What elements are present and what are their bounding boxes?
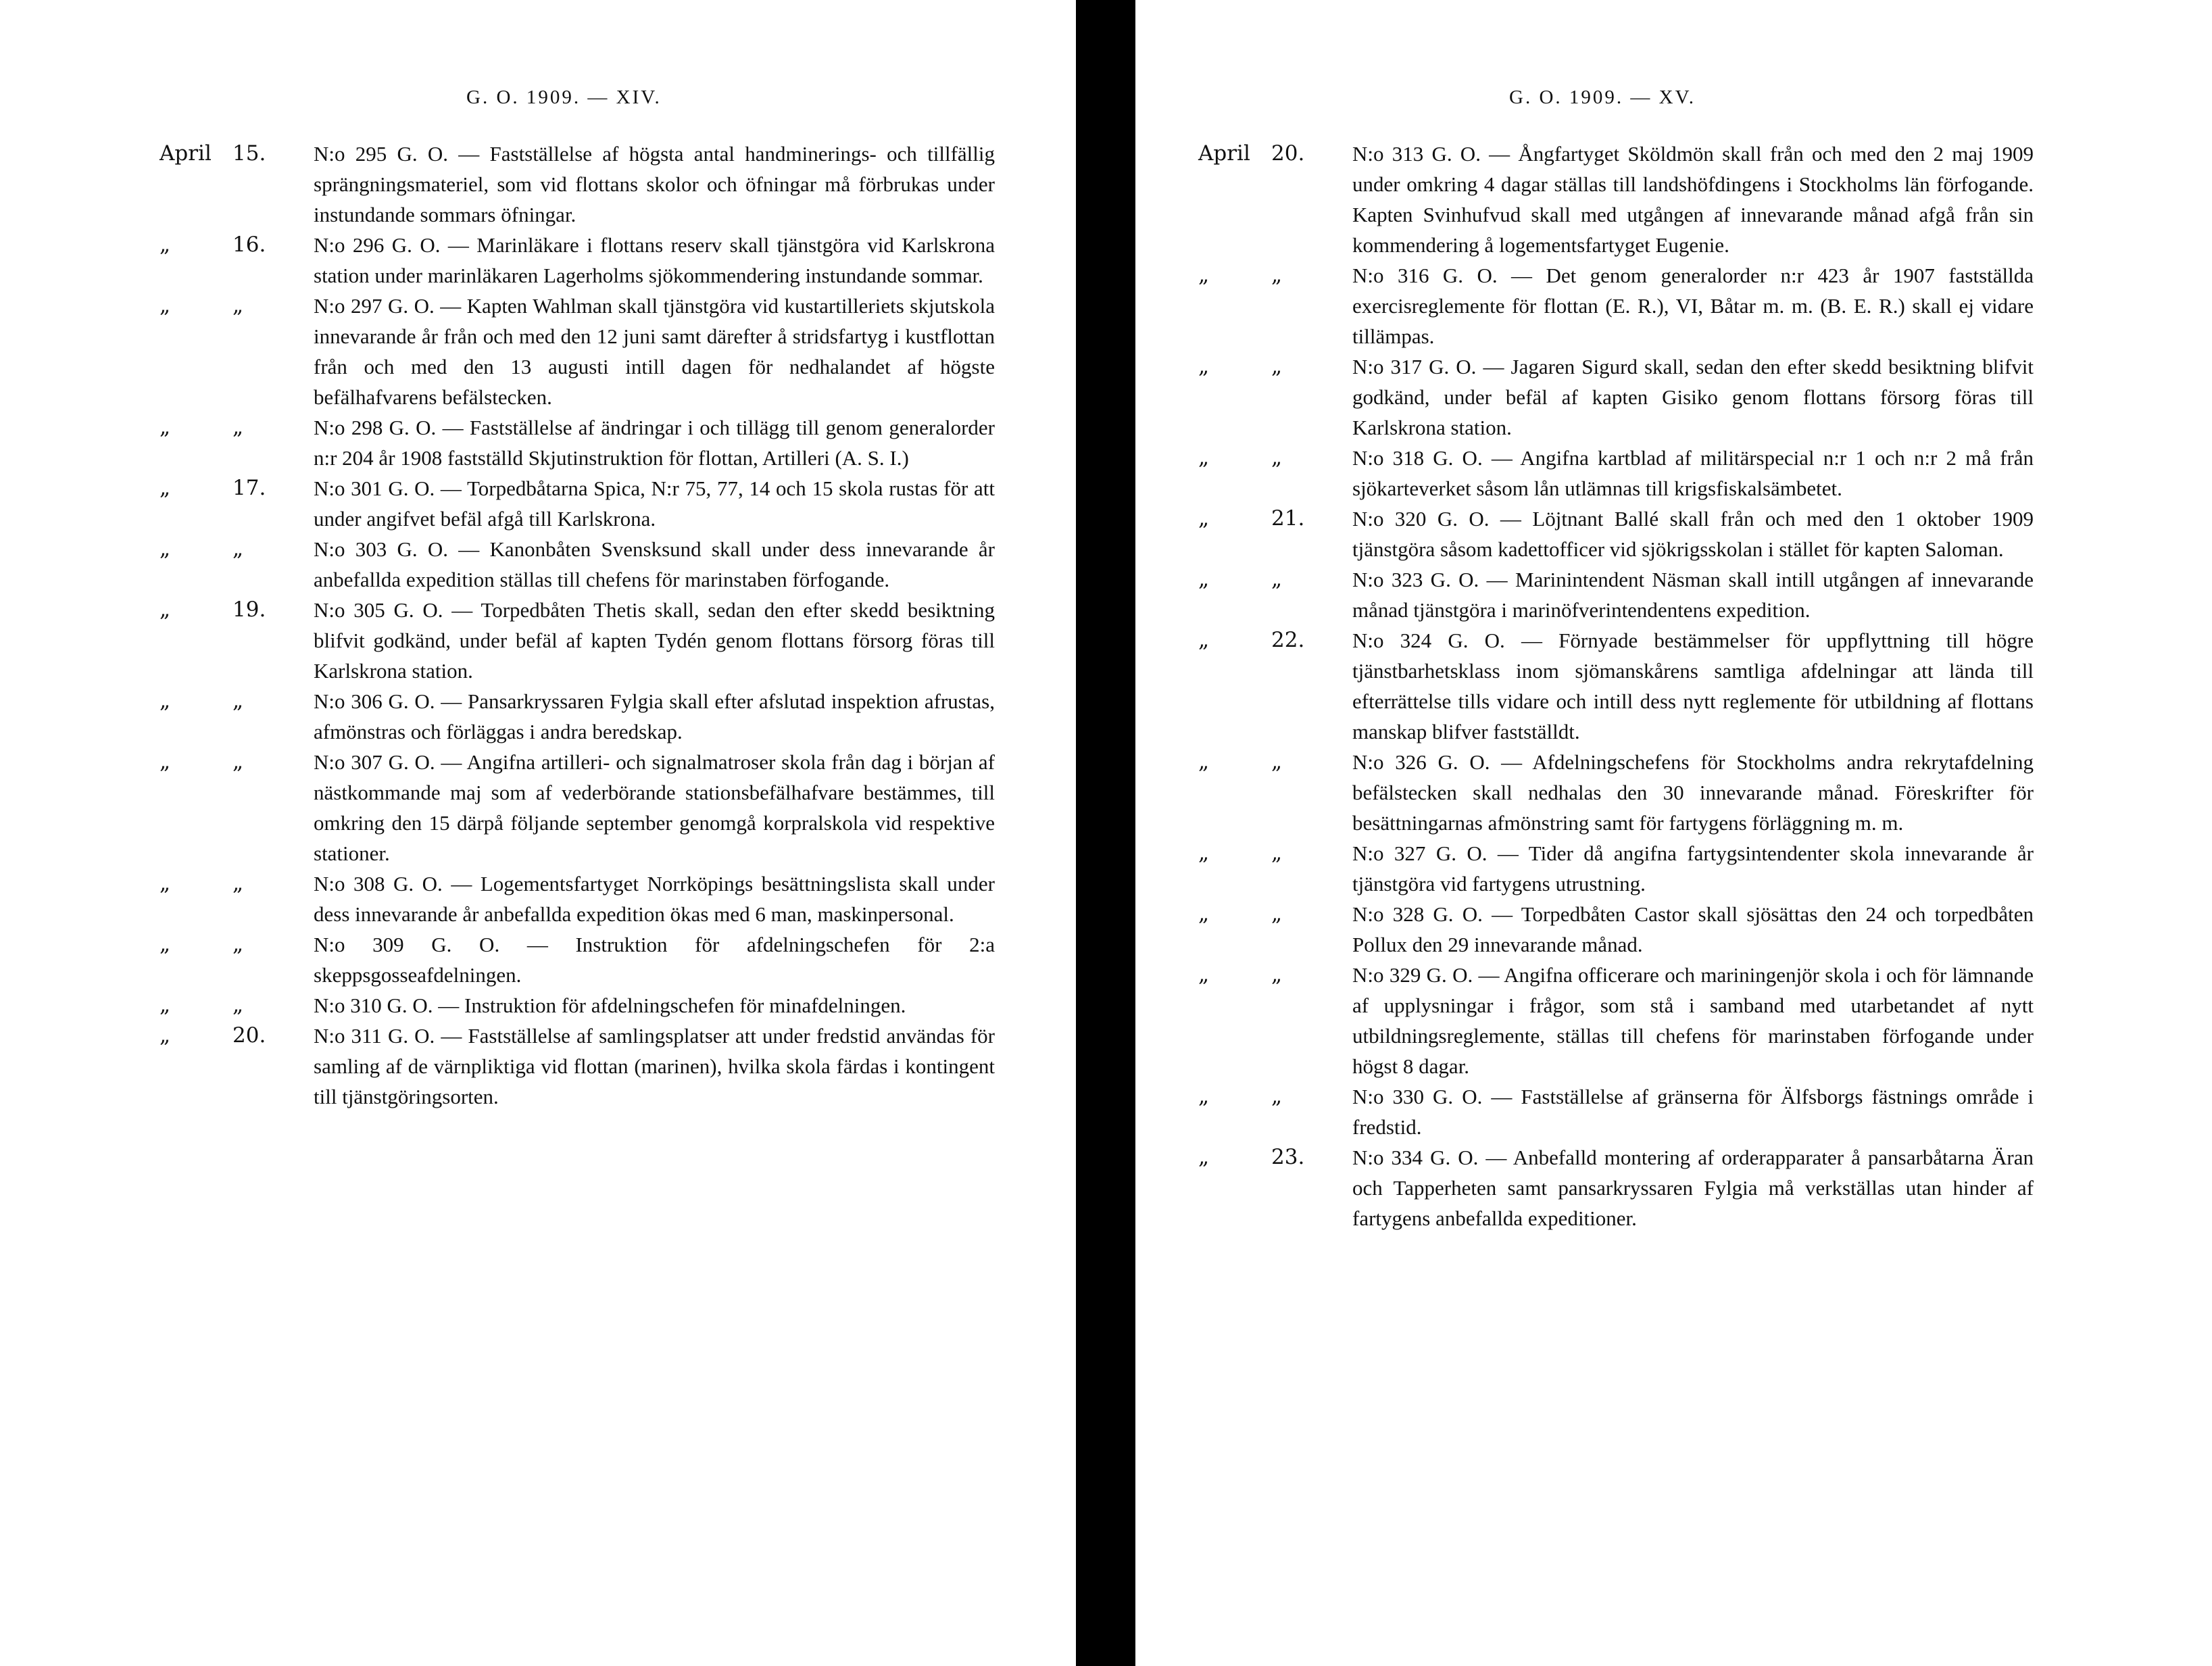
right-entry-list bbox=[1198, 139, 2036, 1233]
entry bbox=[159, 412, 998, 473]
entry bbox=[159, 291, 998, 412]
entry-day: „ bbox=[1271, 263, 1283, 287]
entry-text: N:o 317 G. O. — Jagaren Sigurd skall, sedan den efter skedd besiktning blifvit godkänd, under befäl af kapten Gisiko genom flottans försorg föras till Karlskrona station. bbox=[1352, 355, 2034, 439]
entry bbox=[1198, 504, 2036, 564]
entry-day: 22. bbox=[1271, 628, 1305, 652]
entry-text: N:o 313 G. O. — Ångfartyget Sköldmön skall från och med den 2 maj 1909 under omkring 4 dagar ställas till landshöfdingens i Stockholms län förfogande. Kapten Svinhufvud skall med utgången af innevarande månad afgå från sin kommendering å logementsfartyget Eugenie. bbox=[1352, 142, 2034, 257]
entry-day: „ bbox=[1271, 962, 1283, 987]
entry-month: „ bbox=[1198, 1145, 1210, 1169]
scan-speck bbox=[177, 65, 181, 69]
entry-text: N:o 303 G. O. — Kanonbåten Svensksund skall under dess innevarande år anbefallda expedition ställas till chefens för marinstaben förfogande. bbox=[314, 537, 995, 591]
entry-month: „ bbox=[1198, 902, 1210, 926]
entry-month: „ bbox=[1198, 567, 1210, 591]
entry-month: „ bbox=[159, 689, 171, 713]
entry bbox=[159, 686, 998, 747]
entry-text: N:o 311 G. O. — Fastställelse af samlingsplatser att under fredstid användas för samling af de värnpliktiga vid flottan (marinen), hvilka skola färdas i kontingent till tjänstgöringsorten. bbox=[314, 1024, 995, 1108]
entry-text: N:o 327 G. O. — Tider då angifna fartygsintendenter skola innevarande år tjänstgöra vid fartygens utrustning. bbox=[1352, 841, 2034, 896]
entry-day: „ bbox=[1271, 902, 1283, 926]
entry-day: 21. bbox=[1271, 506, 1305, 531]
entry bbox=[159, 139, 998, 230]
entry-month: „ bbox=[1198, 628, 1210, 652]
entry bbox=[159, 534, 998, 595]
left-entry-list bbox=[159, 139, 998, 1112]
entry bbox=[159, 990, 998, 1021]
entry-text: N:o 329 G. O. — Angifna officerare och mariningenjör skola i och för lämnande af upplysningar i frågor, som stå i samband med utarbetandet af nytt utbildningsreglemente, ställas till chefens för marinstaben förfogande under högst 8 dagar. bbox=[1352, 963, 2034, 1078]
scan-speck bbox=[2165, 16, 2171, 22]
entry-text: N:o 309 G. O. — Instruktion för afdelningschefen för 2:a skeppsgosseafdelningen. bbox=[314, 933, 995, 987]
entry bbox=[1198, 139, 2036, 260]
entry bbox=[159, 929, 998, 990]
entry-text: N:o 328 G. O. — Torpedbåten Castor skall sjösättas den 24 och torpedbåten Pollux den 29 innevarande månad. bbox=[1352, 902, 2034, 956]
entry-month: „ bbox=[159, 293, 171, 318]
entry bbox=[1198, 625, 2036, 747]
entry-day: „ bbox=[1271, 567, 1283, 591]
entry bbox=[1198, 899, 2036, 960]
entry bbox=[1198, 351, 2036, 443]
entry-day: 20. bbox=[232, 1023, 266, 1048]
right-page-header: G. O. 1909. — XV. bbox=[1509, 87, 1696, 108]
entry-day: 19. bbox=[232, 597, 266, 622]
entry bbox=[159, 595, 998, 686]
entry-day: „ bbox=[1271, 750, 1283, 774]
entry bbox=[159, 473, 998, 534]
entry-month: „ bbox=[159, 1023, 171, 1048]
entry-text: N:o 318 G. O. — Angifna kartblad af militärspecial n:r 1 och n:r 2 må från sjökarteverket såsom lån utlämnas till krigsfiskalsämbetet. bbox=[1352, 446, 2034, 500]
entry-text: N:o 301 G. O. — Torpedbåtarna Spica, N:r 75, 77, 14 och 15 skola rustas för att under angifvet befäl afgå till Karlskrona. bbox=[314, 476, 995, 531]
entry-month: „ bbox=[1198, 1084, 1210, 1108]
entry-text: N:o 305 G. O. — Torpedbåten Thetis skall, sedan den efter skedd besiktning blifvit godkänd, under befäl af kapten Tydén genom flottans försorg föras till Karlskrona station. bbox=[314, 598, 995, 683]
entry bbox=[1198, 564, 2036, 625]
entry bbox=[159, 1021, 998, 1112]
right-page bbox=[1135, 0, 2212, 1666]
entry-month: „ bbox=[1198, 445, 1210, 470]
entry-month: „ bbox=[159, 415, 171, 439]
entry-month: „ bbox=[1198, 962, 1210, 987]
entry bbox=[1198, 443, 2036, 504]
entry-month: „ bbox=[1198, 841, 1210, 865]
entry-day: „ bbox=[232, 293, 244, 318]
entry-text: N:o 323 G. O. — Marinintendent Näsman skall intill utgången af innevarande månad tjänstgöra i marinöfverintendentens expedition. bbox=[1352, 568, 2034, 622]
entry-day: „ bbox=[1271, 841, 1283, 865]
entry-text: N:o 298 G. O. — Fastställelse af ändringar i och tillägg till genom generalorder n:r 204 år 1908 fastställd Skjutinstruktion för flottan, Artilleri (A. S. I.) bbox=[314, 416, 995, 470]
entry-text: N:o 316 G. O. — Det genom generalorder n:r 423 år 1907 fastställda exercisreglemente för flottan (E. R.), VI, Båtar m. m. (B. E. R.) skall ej vidare tillämpas. bbox=[1352, 264, 2034, 348]
entry-text: N:o 320 G. O. — Löjtnant Ballé skall från och med den 1 oktober 1909 tjänstgöra såsom kadettofficer vid sjökrigsskolan i stället för kapten Saloman. bbox=[1352, 507, 2034, 561]
entry-day: „ bbox=[1271, 1084, 1283, 1108]
entry bbox=[1198, 960, 2036, 1081]
entry-month: April bbox=[1198, 141, 1250, 166]
entry-month: „ bbox=[159, 537, 171, 561]
entry-month: April bbox=[159, 141, 212, 166]
entry-day: „ bbox=[232, 689, 244, 713]
entry-day: „ bbox=[232, 537, 244, 561]
entry-day: 17. bbox=[232, 476, 266, 500]
entry-month: „ bbox=[1198, 354, 1210, 378]
entry-day: „ bbox=[1271, 354, 1283, 378]
entry bbox=[1198, 838, 2036, 899]
entry bbox=[1198, 260, 2036, 351]
entry-text: N:o 326 G. O. — Afdelningschefens för Stockholms andra rekrytafdelning befälstecken skall nedhalas den 30 innevarande månad. Föreskrifter för besättningarnas afmönstring samt för fartygens förläggning m. m. bbox=[1352, 750, 2034, 835]
center-gutter bbox=[1076, 0, 1135, 1666]
entry bbox=[159, 230, 998, 291]
entry bbox=[1198, 1081, 2036, 1142]
entry-day: 23. bbox=[1271, 1145, 1305, 1169]
entry-day: 20. bbox=[1271, 141, 1305, 166]
entry-month: „ bbox=[159, 932, 171, 956]
entry bbox=[1198, 1142, 2036, 1233]
entry-text: N:o 310 G. O. — Instruktion för afdelningschefen för minafdelningen. bbox=[314, 994, 906, 1017]
entry-day: „ bbox=[232, 871, 244, 896]
entry-text: N:o 306 G. O. — Pansarkryssaren Fylgia skall efter afslutad inspektion afrustas, afmönstras och förläggas i andra beredskap. bbox=[314, 689, 995, 743]
entry-day: „ bbox=[232, 932, 244, 956]
entry-text: N:o 334 G. O. — Anbefalld montering af orderapparater å pansarbåtarna Äran och Tapperheten samt pansarkryssaren Fylgia må verkställas utan hinder af fartygens anbefallda expeditioner. bbox=[1352, 1146, 2034, 1230]
entry-month: „ bbox=[159, 597, 171, 622]
entry-month: „ bbox=[159, 476, 171, 500]
entry-month: „ bbox=[159, 993, 171, 1017]
entry-day: „ bbox=[232, 415, 244, 439]
entry-day: „ bbox=[232, 750, 244, 774]
entry-text: N:o 324 G. O. — Förnyade bestämmelser för uppflyttning till högre tjänstbarhetsklass inom sjömanskårens samtliga afdelningar att lända till efterrättelse tills vidare och intill dess nytt reglemente för utbildning af flottans manskap blifver fastställdt. bbox=[1352, 629, 2034, 743]
entry-day: 16. bbox=[232, 232, 266, 257]
entry-day: „ bbox=[1271, 445, 1283, 470]
entry-month: „ bbox=[159, 750, 171, 774]
entry-text: N:o 295 G. O. — Fastställelse af högsta antal handminerings- och tillfällig sprängningsmateriel, som vid flottans skolor och öfningar må förbrukas under instundande sommars öfningar. bbox=[314, 142, 995, 226]
entry-day: 15. bbox=[232, 141, 266, 166]
left-page-header: G. O. 1909. — XIV. bbox=[466, 87, 662, 108]
entry-text: N:o 307 G. O. — Angifna artilleri- och signalmatroser skola från dag i början af nästkommande maj som af vederbörande stationsbefälhafvare bestämmes, till omkring den 15 därpå följande september genomgå korpralskola vid respektive stationer. bbox=[314, 750, 995, 865]
entry-month: „ bbox=[1198, 506, 1210, 531]
left-page bbox=[0, 0, 1076, 1666]
entry-text: N:o 297 G. O. — Kapten Wahlman skall tjänstgöra vid kustartilleriets skjutskola innevarande år från och med den 12 juni samt därefter å stridsfartyg i kustflottan från och med den 13 augusti intill dagen för nedhalandet af högste befälhafvarens befälstecken. bbox=[314, 294, 995, 409]
entry-text: N:o 308 G. O. — Logementsfartyget Norrköpings besättningslista skall under dess innevarande år anbefallda expedition ökas med 6 man, maskinpersonal. bbox=[314, 872, 995, 926]
entry-month: „ bbox=[159, 871, 171, 896]
entry-month: „ bbox=[1198, 750, 1210, 774]
entry-day: „ bbox=[232, 993, 244, 1017]
entry-month: „ bbox=[1198, 263, 1210, 287]
entry bbox=[1198, 747, 2036, 838]
entry-month: „ bbox=[159, 232, 171, 257]
entry-text: N:o 296 G. O. — Marinläkare i flottans reserv skall tjänstgöra vid Karlskrona station under marinläkaren Lagerholms sjökommendering instundande sommar. bbox=[314, 233, 995, 287]
entry-text: N:o 330 G. O. — Fastställelse af gränserna för Älfsborgs fästnings område i fredstid. bbox=[1352, 1085, 2034, 1139]
entry bbox=[159, 868, 998, 929]
entry bbox=[159, 747, 998, 868]
